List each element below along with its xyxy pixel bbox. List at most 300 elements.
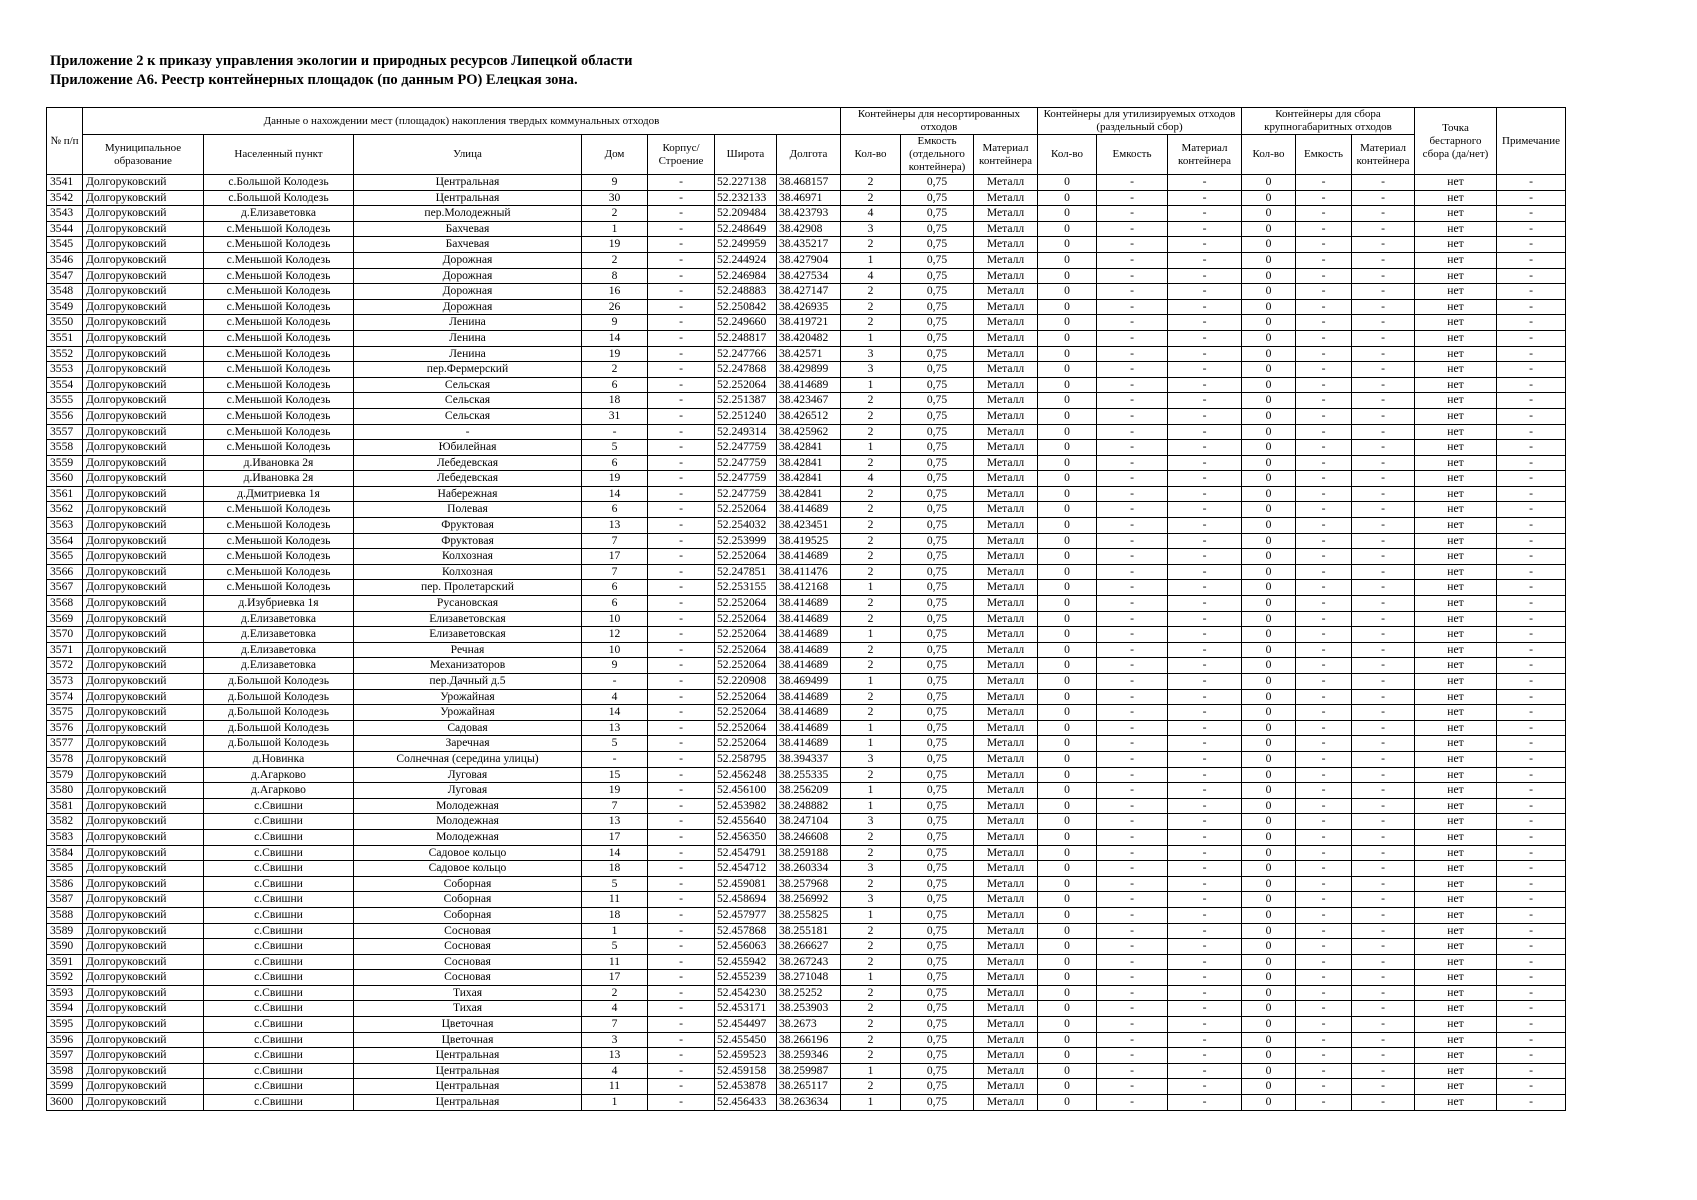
cell-num: 3577: [47, 736, 83, 752]
cell-bulky-qty: 0: [1242, 658, 1296, 674]
cell-street: Дорожная: [354, 268, 582, 284]
cell-street: Елизаветовская: [354, 611, 582, 627]
cell-bulky-qty: 0: [1242, 970, 1296, 986]
cell-recyclable-qty: 0: [1038, 907, 1097, 923]
bagless-point-header: Точка бестарного сбора (да/нет): [1415, 108, 1497, 175]
cell-num: 3589: [47, 923, 83, 939]
cell-bulky-material: -: [1352, 393, 1415, 409]
cell-recyclable-qty: 0: [1038, 221, 1097, 237]
cell-recyclable-material: -: [1168, 502, 1242, 518]
cell-street: Луговая: [354, 783, 582, 799]
table-row: [47, 736, 1566, 752]
cell-recyclable-material: -: [1168, 627, 1242, 643]
cell-num: 3562: [47, 502, 83, 518]
cell-building: -: [648, 564, 715, 580]
cell-bulky-qty: 0: [1242, 674, 1296, 690]
cell-latitude: 52.249660: [715, 315, 777, 331]
cell-bulky-capacity: -: [1296, 393, 1352, 409]
cell-settlement: д.Агарково: [204, 783, 354, 799]
cell-municipality: Долгоруковский: [83, 689, 204, 705]
cell-municipality: Долгоруковский: [83, 580, 204, 596]
cell-mixed-qty: 2: [841, 939, 901, 955]
cell-mixed-capacity: 0,75: [901, 564, 974, 580]
cell-bulky-material: -: [1352, 175, 1415, 191]
cell-num: 3574: [47, 689, 83, 705]
cell-recyclable-material: -: [1168, 252, 1242, 268]
cell-longitude: 38.423793: [777, 206, 841, 222]
cell-bulky-material: -: [1352, 1063, 1415, 1079]
cell-recyclable-qty: 0: [1038, 252, 1097, 268]
cell-longitude: 38.2673: [777, 1017, 841, 1033]
cell-mixed-qty: 1: [841, 674, 901, 690]
cell-mixed-capacity: 0,75: [901, 315, 974, 331]
cell-building: -: [648, 502, 715, 518]
cell-longitude: 38.423451: [777, 518, 841, 534]
longitude-header: Долгота: [777, 135, 841, 175]
cell-house: 7: [582, 798, 648, 814]
cell-latitude: 52.457868: [715, 923, 777, 939]
cell-bulky-qty: 0: [1242, 705, 1296, 721]
cell-settlement: с.Меньшой Колодезь: [204, 252, 354, 268]
cell-num: 3568: [47, 596, 83, 612]
cell-recyclable-material: -: [1168, 486, 1242, 502]
cell-bulky-qty: 0: [1242, 1032, 1296, 1048]
cell-longitude: 38.263634: [777, 1095, 841, 1111]
cell-bagless: нет: [1415, 175, 1497, 191]
cell-latitude: 52.252064: [715, 377, 777, 393]
cell-num: 3558: [47, 440, 83, 456]
cell-latitude: 52.253999: [715, 533, 777, 549]
cell-house: 6: [582, 596, 648, 612]
cell-bulky-qty: 0: [1242, 299, 1296, 315]
cell-municipality: Долгоруковский: [83, 1032, 204, 1048]
cell-settlement: д.Большой Колодезь: [204, 720, 354, 736]
cell-recyclable-qty: 0: [1038, 954, 1097, 970]
cell-building: -: [648, 533, 715, 549]
cell-note: -: [1497, 985, 1566, 1001]
cell-num: 3579: [47, 767, 83, 783]
cell-recyclable-material: -: [1168, 549, 1242, 565]
cell-mixed-capacity: 0,75: [901, 330, 974, 346]
cell-bagless: нет: [1415, 923, 1497, 939]
cell-building: -: [648, 424, 715, 440]
cell-latitude: 52.254032: [715, 518, 777, 534]
cell-house: 14: [582, 705, 648, 721]
cell-street: пер.Молодежный: [354, 206, 582, 222]
cell-note: -: [1497, 564, 1566, 580]
cell-street: Цветочная: [354, 1017, 582, 1033]
street-header: Улица: [354, 135, 582, 175]
cell-settlement: с.Свишни: [204, 1079, 354, 1095]
cell-municipality: Долгоруковский: [83, 206, 204, 222]
cell-street: Сосновая: [354, 970, 582, 986]
cell-num: 3592: [47, 970, 83, 986]
table-row: [47, 1001, 1566, 1017]
cell-street: Соборная: [354, 892, 582, 908]
cell-bulky-qty: 0: [1242, 284, 1296, 300]
cell-municipality: Долгоруковский: [83, 892, 204, 908]
cell-recyclable-qty: 0: [1038, 642, 1097, 658]
cell-mixed-capacity: 0,75: [901, 221, 974, 237]
mixed-qty-header: Кол-во: [841, 135, 901, 175]
cell-municipality: Долгоруковский: [83, 814, 204, 830]
cell-street: Сельская: [354, 393, 582, 409]
cell-street: Урожайная: [354, 705, 582, 721]
cell-bulky-material: -: [1352, 580, 1415, 596]
cell-num: 3578: [47, 751, 83, 767]
cell-house: 14: [582, 330, 648, 346]
cell-longitude: 38.414689: [777, 611, 841, 627]
cell-municipality: Долгоруковский: [83, 861, 204, 877]
cell-mixed-capacity: 0,75: [901, 907, 974, 923]
table-row: [47, 939, 1566, 955]
cell-bulky-material: -: [1352, 455, 1415, 471]
recyclable-qty-header: Кол-во: [1038, 135, 1097, 175]
cell-mixed-qty: 2: [841, 642, 901, 658]
cell-mixed-qty: 2: [841, 1079, 901, 1095]
cell-bulky-capacity: -: [1296, 829, 1352, 845]
cell-recyclable-qty: 0: [1038, 362, 1097, 378]
cell-recyclable-qty: 0: [1038, 1032, 1097, 1048]
cell-house: 5: [582, 736, 648, 752]
cell-municipality: Долгоруковский: [83, 1048, 204, 1064]
cell-bulky-qty: 0: [1242, 408, 1296, 424]
cell-note: -: [1497, 970, 1566, 986]
cell-recyclable-qty: 0: [1038, 674, 1097, 690]
cell-recyclable-capacity: -: [1097, 892, 1168, 908]
cell-bulky-qty: 0: [1242, 751, 1296, 767]
cell-street: Центральная: [354, 1079, 582, 1095]
cell-mixed-qty: 3: [841, 861, 901, 877]
cell-municipality: Долгоруковский: [83, 315, 204, 331]
cell-bagless: нет: [1415, 346, 1497, 362]
cell-settlement: с.Меньшой Колодезь: [204, 237, 354, 253]
cell-num: 3546: [47, 252, 83, 268]
cell-municipality: Долгоруковский: [83, 674, 204, 690]
cell-mixed-material: Металл: [974, 845, 1038, 861]
cell-house: 13: [582, 1048, 648, 1064]
cell-latitude: 52.248883: [715, 284, 777, 300]
cell-bulky-capacity: -: [1296, 1032, 1352, 1048]
cell-note: -: [1497, 1017, 1566, 1033]
table-row: [47, 440, 1566, 456]
table-row: [47, 408, 1566, 424]
cell-recyclable-capacity: -: [1097, 596, 1168, 612]
cell-building: -: [648, 393, 715, 409]
cell-latitude: 52.247851: [715, 564, 777, 580]
cell-settlement: с.Меньшой Колодезь: [204, 284, 354, 300]
cell-mixed-capacity: 0,75: [901, 408, 974, 424]
cell-mixed-material: Металл: [974, 736, 1038, 752]
cell-recyclable-qty: 0: [1038, 596, 1097, 612]
cell-bulky-material: -: [1352, 377, 1415, 393]
cell-mixed-qty: 2: [841, 190, 901, 206]
cell-settlement: с.Меньшой Колодезь: [204, 268, 354, 284]
cell-recyclable-material: -: [1168, 783, 1242, 799]
cell-street: Лебедевская: [354, 471, 582, 487]
cell-street: Юбилейная: [354, 440, 582, 456]
cell-bagless: нет: [1415, 627, 1497, 643]
cell-municipality: Долгоруковский: [83, 611, 204, 627]
cell-bulky-qty: 0: [1242, 1095, 1296, 1111]
cell-recyclable-capacity: -: [1097, 315, 1168, 331]
cell-bulky-qty: 0: [1242, 845, 1296, 861]
cell-house: -: [582, 424, 648, 440]
cell-mixed-qty: 1: [841, 627, 901, 643]
cell-recyclable-material: -: [1168, 471, 1242, 487]
cell-mixed-capacity: 0,75: [901, 518, 974, 534]
cell-mixed-qty: 2: [841, 549, 901, 565]
col-num-header: № п/п: [47, 108, 83, 175]
cell-recyclable-material: -: [1168, 596, 1242, 612]
cell-bulky-qty: 0: [1242, 814, 1296, 830]
cell-mixed-qty: 4: [841, 206, 901, 222]
cell-longitude: 38.414689: [777, 627, 841, 643]
cell-bulky-qty: 0: [1242, 1017, 1296, 1033]
cell-recyclable-qty: 0: [1038, 580, 1097, 596]
cell-house: 5: [582, 939, 648, 955]
cell-bulky-capacity: -: [1296, 751, 1352, 767]
cell-latitude: 52.227138: [715, 175, 777, 191]
cell-recyclable-capacity: -: [1097, 284, 1168, 300]
cell-building: -: [648, 455, 715, 471]
cell-longitude: 38.414689: [777, 658, 841, 674]
cell-recyclable-material: -: [1168, 658, 1242, 674]
cell-longitude: 38.42841: [777, 440, 841, 456]
cell-bulky-material: -: [1352, 970, 1415, 986]
cell-bulky-capacity: -: [1296, 1063, 1352, 1079]
table-row: [47, 315, 1566, 331]
cell-mixed-capacity: 0,75: [901, 783, 974, 799]
cell-recyclable-capacity: -: [1097, 237, 1168, 253]
cell-recyclable-qty: 0: [1038, 175, 1097, 191]
cell-recyclable-material: -: [1168, 408, 1242, 424]
cell-settlement: д.Изубриевка 1я: [204, 596, 354, 612]
cell-latitude: 52.247759: [715, 440, 777, 456]
cell-mixed-qty: 3: [841, 346, 901, 362]
cell-bulky-material: -: [1352, 284, 1415, 300]
cell-mixed-material: Металл: [974, 1001, 1038, 1017]
cell-mixed-capacity: 0,75: [901, 939, 974, 955]
cell-mixed-material: Металл: [974, 175, 1038, 191]
table-row: [47, 798, 1566, 814]
cell-latitude: 52.258795: [715, 751, 777, 767]
cell-num: 3547: [47, 268, 83, 284]
cell-num: 3590: [47, 939, 83, 955]
cell-longitude: 38.255181: [777, 923, 841, 939]
cell-recyclable-material: -: [1168, 845, 1242, 861]
cell-street: Сосновая: [354, 939, 582, 955]
cell-recyclable-qty: 0: [1038, 471, 1097, 487]
cell-street: Фруктовая: [354, 518, 582, 534]
cell-building: -: [648, 549, 715, 565]
cell-settlement: д.Дмитриевка 1я: [204, 486, 354, 502]
cell-bagless: нет: [1415, 549, 1497, 565]
cell-bulky-qty: 0: [1242, 237, 1296, 253]
cell-bulky-capacity: -: [1296, 315, 1352, 331]
cell-recyclable-material: -: [1168, 674, 1242, 690]
cell-bulky-material: -: [1352, 1095, 1415, 1111]
cell-street: Садовое кольцо: [354, 845, 582, 861]
cell-recyclable-qty: 0: [1038, 783, 1097, 799]
cell-bagless: нет: [1415, 1079, 1497, 1095]
recyclable-containers-group-header: Контейнеры для утилизируемых отходов (раздельный сбор): [1038, 108, 1242, 135]
cell-bulky-material: -: [1352, 892, 1415, 908]
cell-mixed-capacity: 0,75: [901, 767, 974, 783]
cell-bagless: нет: [1415, 751, 1497, 767]
cell-street: Соборная: [354, 907, 582, 923]
cell-bulky-material: -: [1352, 1048, 1415, 1064]
cell-municipality: Долгоруковский: [83, 627, 204, 643]
cell-bulky-capacity: -: [1296, 486, 1352, 502]
cell-recyclable-capacity: -: [1097, 221, 1168, 237]
cell-house: 10: [582, 642, 648, 658]
cell-mixed-capacity: 0,75: [901, 252, 974, 268]
mixed-material-header: Материал контейнера: [974, 135, 1038, 175]
cell-mixed-qty: 2: [841, 845, 901, 861]
cell-house: 19: [582, 783, 648, 799]
cell-mixed-material: Металл: [974, 471, 1038, 487]
cell-note: -: [1497, 190, 1566, 206]
cell-recyclable-qty: 0: [1038, 455, 1097, 471]
bulky-material-header: Материал контейнера: [1352, 135, 1415, 175]
cell-note: -: [1497, 580, 1566, 596]
cell-mixed-qty: 2: [841, 985, 901, 1001]
cell-recyclable-qty: 0: [1038, 424, 1097, 440]
cell-recyclable-capacity: -: [1097, 923, 1168, 939]
cell-num: 3542: [47, 190, 83, 206]
cell-municipality: Долгоруковский: [83, 876, 204, 892]
cell-municipality: Долгоруковский: [83, 829, 204, 845]
cell-bulky-capacity: -: [1296, 346, 1352, 362]
cell-bulky-material: -: [1352, 705, 1415, 721]
cell-longitude: 38.419525: [777, 533, 841, 549]
cell-mixed-qty: 2: [841, 705, 901, 721]
cell-recyclable-material: -: [1168, 736, 1242, 752]
cell-municipality: Долгоруковский: [83, 845, 204, 861]
cell-bulky-material: -: [1352, 440, 1415, 456]
cell-recyclable-capacity: -: [1097, 720, 1168, 736]
cell-recyclable-material: -: [1168, 829, 1242, 845]
cell-latitude: 52.252064: [715, 658, 777, 674]
cell-bulky-material: -: [1352, 1017, 1415, 1033]
cell-longitude: 38.394337: [777, 751, 841, 767]
cell-bagless: нет: [1415, 861, 1497, 877]
cell-bulky-material: -: [1352, 502, 1415, 518]
cell-recyclable-qty: 0: [1038, 346, 1097, 362]
cell-longitude: 38.414689: [777, 502, 841, 518]
cell-building: -: [648, 892, 715, 908]
cell-latitude: 52.252064: [715, 736, 777, 752]
cell-latitude: 52.247759: [715, 455, 777, 471]
cell-settlement: с.Свишни: [204, 970, 354, 986]
cell-longitude: 38.414689: [777, 549, 841, 565]
cell-bagless: нет: [1415, 611, 1497, 627]
cell-mixed-capacity: 0,75: [901, 642, 974, 658]
cell-bulky-capacity: -: [1296, 907, 1352, 923]
table-row: [47, 1095, 1566, 1111]
cell-num: 3556: [47, 408, 83, 424]
cell-bulky-capacity: -: [1296, 284, 1352, 300]
cell-recyclable-capacity: -: [1097, 954, 1168, 970]
cell-house: 1: [582, 1095, 648, 1111]
cell-street: Заречная: [354, 736, 582, 752]
cell-house: 9: [582, 175, 648, 191]
cell-note: -: [1497, 907, 1566, 923]
cell-building: -: [648, 985, 715, 1001]
cell-mixed-capacity: 0,75: [901, 658, 974, 674]
cell-mixed-material: Металл: [974, 720, 1038, 736]
cell-house: 2: [582, 206, 648, 222]
cell-num: 3588: [47, 907, 83, 923]
cell-mixed-capacity: 0,75: [901, 751, 974, 767]
cell-longitude: 38.42908: [777, 221, 841, 237]
cell-street: пер.Фермерский: [354, 362, 582, 378]
cell-settlement: с.Меньшой Колодезь: [204, 408, 354, 424]
cell-mixed-capacity: 0,75: [901, 206, 974, 222]
cell-note: -: [1497, 939, 1566, 955]
cell-recyclable-qty: 0: [1038, 1017, 1097, 1033]
cell-settlement: с.Меньшой Колодезь: [204, 580, 354, 596]
cell-recyclable-qty: 0: [1038, 939, 1097, 955]
cell-mixed-qty: 4: [841, 268, 901, 284]
table-row: [47, 627, 1566, 643]
cell-num: 3587: [47, 892, 83, 908]
cell-municipality: Долгоруковский: [83, 190, 204, 206]
cell-settlement: с.Свишни: [204, 1063, 354, 1079]
cell-bagless: нет: [1415, 190, 1497, 206]
cell-settlement: с.Меньшой Колодезь: [204, 377, 354, 393]
cell-recyclable-capacity: -: [1097, 907, 1168, 923]
cell-note: -: [1497, 720, 1566, 736]
cell-building: -: [648, 751, 715, 767]
cell-bulky-qty: 0: [1242, 580, 1296, 596]
cell-longitude: 38.414689: [777, 596, 841, 612]
cell-house: 4: [582, 1063, 648, 1079]
cell-latitude: 52.459523: [715, 1048, 777, 1064]
cell-recyclable-qty: 0: [1038, 237, 1097, 253]
cell-recyclable-qty: 0: [1038, 892, 1097, 908]
cell-recyclable-qty: 0: [1038, 798, 1097, 814]
cell-recyclable-qty: 0: [1038, 268, 1097, 284]
cell-num: 3569: [47, 611, 83, 627]
cell-bagless: нет: [1415, 393, 1497, 409]
cell-mixed-capacity: 0,75: [901, 1001, 974, 1017]
cell-bulky-qty: 0: [1242, 502, 1296, 518]
cell-settlement: д.Большой Колодезь: [204, 689, 354, 705]
cell-recyclable-qty: 0: [1038, 330, 1097, 346]
table-row: [47, 876, 1566, 892]
cell-latitude: 52.252064: [715, 642, 777, 658]
container-sites-registry-table: [46, 107, 1566, 1111]
cell-building: -: [648, 674, 715, 690]
cell-longitude: 38.425962: [777, 424, 841, 440]
cell-mixed-qty: 2: [841, 299, 901, 315]
cell-bulky-qty: 0: [1242, 939, 1296, 955]
cell-building: -: [648, 346, 715, 362]
cell-house: 19: [582, 237, 648, 253]
cell-recyclable-capacity: -: [1097, 330, 1168, 346]
cell-municipality: Долгоруковский: [83, 1095, 204, 1111]
table-row: [47, 252, 1566, 268]
cell-house: 14: [582, 486, 648, 502]
cell-house: 13: [582, 518, 648, 534]
cell-mixed-qty: 2: [841, 923, 901, 939]
cell-bulky-capacity: -: [1296, 564, 1352, 580]
cell-bulky-capacity: -: [1296, 471, 1352, 487]
cell-settlement: с.Свишни: [204, 798, 354, 814]
cell-house: 15: [582, 767, 648, 783]
